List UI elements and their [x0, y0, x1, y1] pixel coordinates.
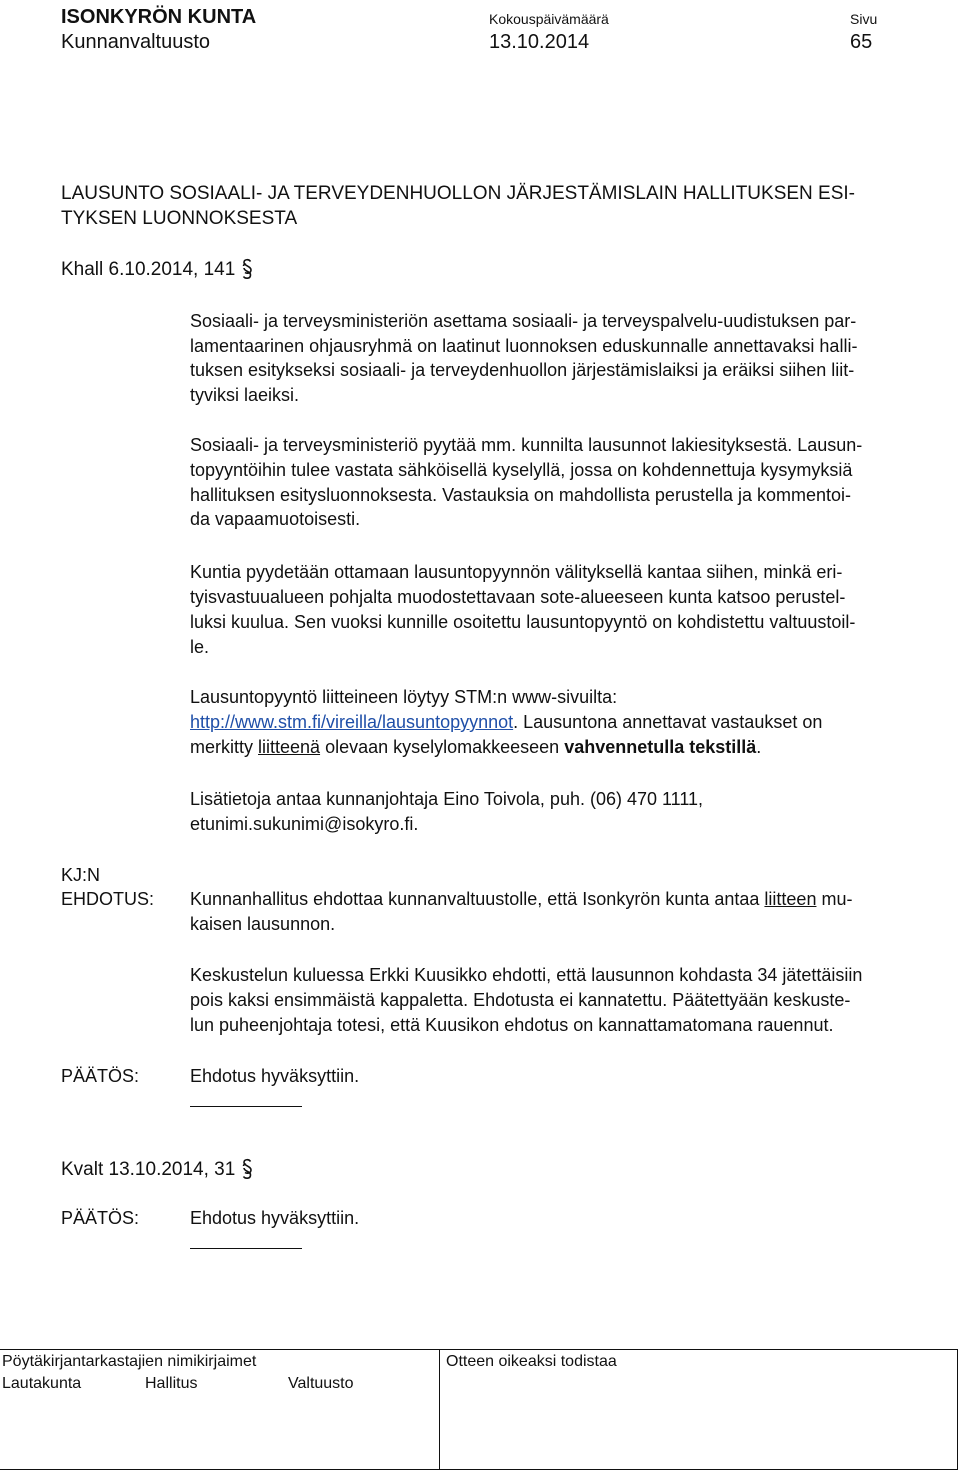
- section-mark-icon: [241, 1158, 253, 1180]
- paragraph-1-line: tyviksi laeiksi.: [190, 385, 300, 405]
- proposal-label-line-2: EHDOTUS:: [61, 889, 155, 909]
- paragraph-4-line: Lausuntopyyntö liitteineen löytyy STM:n www-sivuilta:: [190, 687, 618, 707]
- paragraph-3-line: le.: [190, 637, 210, 657]
- khall-reference: [61, 257, 253, 283]
- kvalt-reference-text: Kvalt 13.10.2014, 31: [61, 1159, 236, 1180]
- section-mark-icon: [241, 258, 253, 280]
- footer-col-council: Valtuusto: [288, 1375, 354, 1392]
- paragraph-5-line: etunimi.sukunimi@isokyro.fi.: [190, 814, 419, 834]
- paragraph-1-line: Sosiaali- ja terveysministeriön asettama sosiaali- ja terveyspalvelu-uudistuksen par-: [190, 311, 857, 331]
- decision-text: Ehdotus hyväksyttiin.: [190, 1066, 360, 1086]
- proposal-text-line: kaisen lausunnon.: [190, 914, 336, 934]
- paragraph-2-line: Sosiaali- ja terveysministeriö pyytää mm. kunnilta lausunnot lakiesityksestä. Lausun-: [190, 435, 863, 455]
- discussion-line: pois kaksi ensimmäistä kappaletta. Ehdotusta ei kannatettu. Päätettyään keskuste-: [190, 990, 851, 1010]
- meeting-date: 13.10.2014: [489, 31, 590, 53]
- paragraph-3-line: Kuntia pyydetään ottamaan lausuntopyynnön välityksellä kantaa siihen, minkä eri-: [190, 562, 843, 582]
- proposal-text: mu-: [816, 889, 853, 909]
- stm-consultation-link[interactable]: http://www.stm.fi/vireilla/lausuntopyynnot: [190, 712, 514, 732]
- paragraph-1-line: lamentaarinen ohjausryhmä on laatinut luonnoksen eduskunnalle annettavaksi halli-: [190, 336, 858, 356]
- kvalt-reference: [61, 1157, 253, 1183]
- proposal-label-line-1: KJ:N: [61, 865, 101, 885]
- signature-rule: [190, 1248, 302, 1249]
- paragraph-4-line: [190, 734, 761, 760]
- paragraph-3-line: tyisvastuualueen pohjalta muodostettavaan sote-alueeseen kunta katsoo perustel-: [190, 587, 846, 607]
- paragraph-4-text: .: [756, 737, 762, 757]
- paragraph-2-line: topyyntöihin tulee vastata sähköisellä kyselyllä, jossa on kohdennettuja kysymyksiä: [190, 460, 853, 480]
- proposal-text-line: [190, 886, 852, 912]
- paragraph-2-line: da vapaamuotoisesti.: [190, 509, 361, 529]
- footer-divider: [439, 1349, 440, 1469]
- footer-col-government: Hallitus: [145, 1375, 198, 1392]
- page-label: Sivu: [850, 11, 878, 27]
- page-number: 65: [850, 31, 873, 53]
- decision-text: Ehdotus hyväksyttiin.: [190, 1208, 360, 1228]
- footer-col-board: Lautakunta: [2, 1375, 82, 1392]
- attachment-reference: liitteen: [764, 889, 817, 909]
- paragraph-4-line: [190, 709, 822, 735]
- municipality-name: ISONKYRÖN KUNTA: [61, 6, 257, 28]
- paragraph-3-line: luksi kuulua. Sen vuoksi kunnille osoitettu lausuntopyyntö on kohdistettu valtuustoil-: [190, 612, 856, 632]
- date-label: Kokouspäivämäärä: [489, 11, 609, 27]
- decision-label: PÄÄTÖS:: [61, 1208, 140, 1228]
- discussion-line: lun puheenjohtaja totesi, että Kuusikon ehdotus on kannattamatomana rauennut.: [190, 1015, 834, 1035]
- body-name: Kunnanvaltuusto: [61, 31, 211, 53]
- document-title-line-1: LAUSUNTO SOSIAALI- JA TERVEYDENHUOLLON JÄRJESTÄMISLAIN HALLITUKSEN ESI-: [61, 183, 856, 204]
- bold-emphasis: vahvennetulla tekstillä: [564, 737, 757, 757]
- decision-label: PÄÄTÖS:: [61, 1066, 140, 1086]
- proposal-text: Kunnanhallitus ehdottaa kunnanvaltuustolle, että Isonkyrön kunta antaa: [190, 889, 765, 909]
- attachment-reference: liitteenä: [258, 737, 321, 757]
- paragraph-2-line: hallituksen esitysluonnoksesta. Vastauksia on mahdollista perustella ja kommentoi-: [190, 485, 852, 505]
- signatures-label: Pöytäkirjantarkastajien nimikirjaimet: [2, 1353, 257, 1370]
- footer-right-border: [957, 1349, 958, 1469]
- paragraph-5-line: Lisätietoja antaa kunnanjohtaja Eino Toivola, puh. (06) 470 1111,: [190, 789, 704, 809]
- paragraph-4-text: . Lausuntona annettavat vastaukset on: [513, 712, 823, 732]
- signature-rule: [190, 1106, 302, 1107]
- copy-certified-label: Otteen oikeaksi todistaa: [446, 1353, 617, 1370]
- khall-reference-text: Khall 6.10.2014, 141: [61, 259, 236, 280]
- footer-bottom-rule: [0, 1469, 958, 1470]
- paragraph-4-text: merkitty: [190, 737, 259, 757]
- paragraph-1-line: tuksen esitykseksi sosiaali- ja terveydenhuollon järjestämislaiksi ja eräiksi siihen liit-: [190, 360, 855, 380]
- footer-top-rule: [0, 1349, 958, 1350]
- document-title-line-2: TYKSEN LUONNOKSESTA: [61, 208, 298, 229]
- discussion-line: Keskustelun kuluessa Erkki Kuusikko ehdotti, että lausunnon kohdasta 34 jätettäisiin: [190, 965, 863, 985]
- paragraph-4-text: olevaan kyselylomakkeeseen: [320, 737, 565, 757]
